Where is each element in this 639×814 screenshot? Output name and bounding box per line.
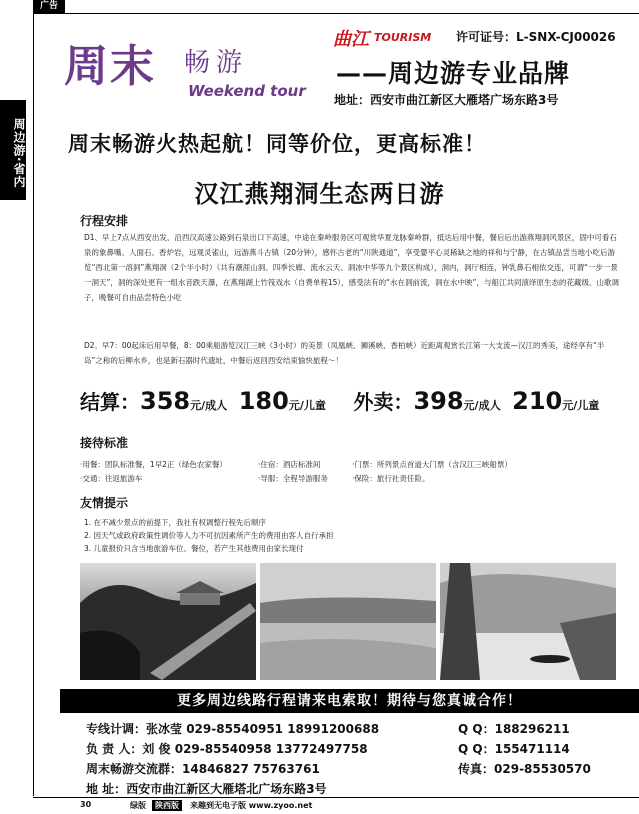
standard-ticket: ·门票：所列景点首道大门票（含汉江三峡船票） <box>352 460 512 469</box>
footer-text: 来趣到无电子版 www.zyoo.net <box>190 801 313 810</box>
standard-meal: ·用餐：团队标准餐，1早2正（绿色农家餐） <box>80 460 227 469</box>
settle-adult-price: 358 <box>140 387 191 415</box>
contact-line-4 <box>86 780 327 797</box>
contact-value: 张冰莹 029-85540951 18991200688 <box>146 722 380 736</box>
side-section-tab: 周边游·省内 <box>0 100 26 200</box>
tip-item: 2. 因天气或政府政策性调价等人力不可抗因素所产生的费用由客人自行承担 <box>84 531 334 540</box>
standard-guide: ·导服：全程导游服务 <box>258 474 328 483</box>
license-number: 许可证号：L-SNX-CJ00026 <box>456 30 616 44</box>
contact-label: 专线计调： <box>86 722 147 736</box>
ad-tag: 广告 <box>33 0 65 13</box>
contact-line-2 <box>86 740 368 757</box>
qq-line-2 <box>458 740 570 757</box>
standard-transport: ·交通：往返旅游车 <box>80 474 143 483</box>
qq-label: Q Q： <box>458 742 495 756</box>
brand-cn: 曲江 <box>333 29 369 50</box>
fax-label: 传真： <box>458 762 495 776</box>
standards-heading: 接待标准 <box>80 436 129 450</box>
sell-child-price: 210 <box>512 387 563 415</box>
footer-tag: 陕西版 <box>152 800 182 811</box>
itinerary-day2: D2、早7：00起床后用早餐，8：00乘船游览汉江三峡（3小时）的美景（凤凰峡、狮溪峡、香柏峡）近距离观赏长江第一大支流—汉江的秀美，途经享有“半岛”之称的后柳水乡，也是新石器时代遗址，中餐后返回西安结束愉快旅程～！ <box>84 341 605 365</box>
tip-item: 1. 在不减少景点的前提下，我社有权调整行程先后顺序 <box>84 518 267 527</box>
tips-heading: 友情提示 <box>80 496 129 510</box>
contact-value: 刘 俊 029-85540958 13772497758 <box>142 742 368 756</box>
headline: 周末畅游火热起航！同等价位，更高标准！ <box>68 132 486 156</box>
page-title: 汉江燕翔洞生态两日游 <box>194 180 445 208</box>
standard-insurance: ·保险：旅行社责任险。 <box>352 474 430 483</box>
contact-value: 西安市曲江新区大雁塔北广场东路3号 <box>126 782 327 796</box>
price-row <box>80 386 639 415</box>
tip-item: 3. 儿童报价只含当地旅游车位、餐位，若产生其他费用由家长现付 <box>84 544 304 553</box>
logo-english: Weekend tour <box>188 82 306 100</box>
contact-value: 14846827 75763761 <box>182 762 320 776</box>
qq-line-1 <box>458 720 570 737</box>
photo-cave-scenic <box>80 563 256 680</box>
fax-line <box>458 760 591 777</box>
footer-rule <box>33 797 639 798</box>
child-unit: 元/儿童 <box>288 399 326 412</box>
slogan: ——周边游专业品牌 <box>336 59 571 88</box>
adult-unit: 元/成人 <box>190 399 228 412</box>
contact-label: 地 址： <box>86 782 127 796</box>
standard-hotel: ·住宿：酒店标准间 <box>258 460 321 469</box>
contact-line-3 <box>86 760 320 777</box>
qq-label: Q Q： <box>458 722 495 736</box>
photo-river-boat <box>440 563 616 680</box>
address-top: 地址：西安市曲江新区大雁塔广场东路3号 <box>334 93 559 107</box>
contact-label: 周末畅游交流群： <box>86 762 183 776</box>
call-to-action-banner: 更多周边线路行程请来电索取！期待与您真诚合作！ <box>60 689 639 713</box>
footer-section: 绿版 <box>130 801 146 810</box>
sell-label: 外卖： <box>353 390 414 414</box>
contact-line-1 <box>86 720 379 737</box>
sell-child-unit: 元/儿童 <box>562 399 600 412</box>
sell-adult-unit: 元/成人 <box>463 399 501 412</box>
qq-value: 188296211 <box>494 722 570 736</box>
itinerary-heading: 行程安排 <box>80 214 129 228</box>
brand-en: TOURISM <box>374 31 432 44</box>
logo-sub-text: 畅游 <box>184 48 249 78</box>
sell-adult-price: 398 <box>413 387 464 415</box>
logo-main-text: 周末 <box>64 41 156 92</box>
itinerary-day1: D1、早上7点从西安出发，沿西汉高速公路到石泉出口下高速，中途在秦岭服务区可观赏华夏龙脉秦岭群，抵达后用中餐，餐后后出游燕翔洞风景区，固中可看石泉的象鼻嘴、人面石、香炉岩，远观灵雀山，远游燕斗古镇（20分钟），感怀古老的“川陕通道”，享受婴平心灵稀缺之地的祥和与宁静，在古镇品尝当地小吃后游览“西北第一溶洞”燕翔洞（2个半小时）（共有潮涯山洞、四季长廊、流水云天、洞冰中华等九个景区构成），洞内，洞厅相连，钟乳鼻石相依交连，可谓“一步一景一洞天”，洞的深处更有一组水音跌天瀑，在燕翔湖上竹筏戏水（自费单程15），感受法有的“水在洞前流，洞在水中映”，与船江共同演绎原生态的花藏级、山歌调子，晚餐可自由品尝特色小吃 <box>84 233 619 302</box>
contact-label: 负 责 人： <box>86 742 143 756</box>
page-number: 30 <box>80 800 92 809</box>
settle-label: 结算： <box>80 390 140 414</box>
settle-child-price: 180 <box>238 387 289 415</box>
photo-flower-field <box>260 563 436 680</box>
fax-value: 029-85530570 <box>494 762 591 776</box>
qq-value: 155471114 <box>494 742 570 756</box>
